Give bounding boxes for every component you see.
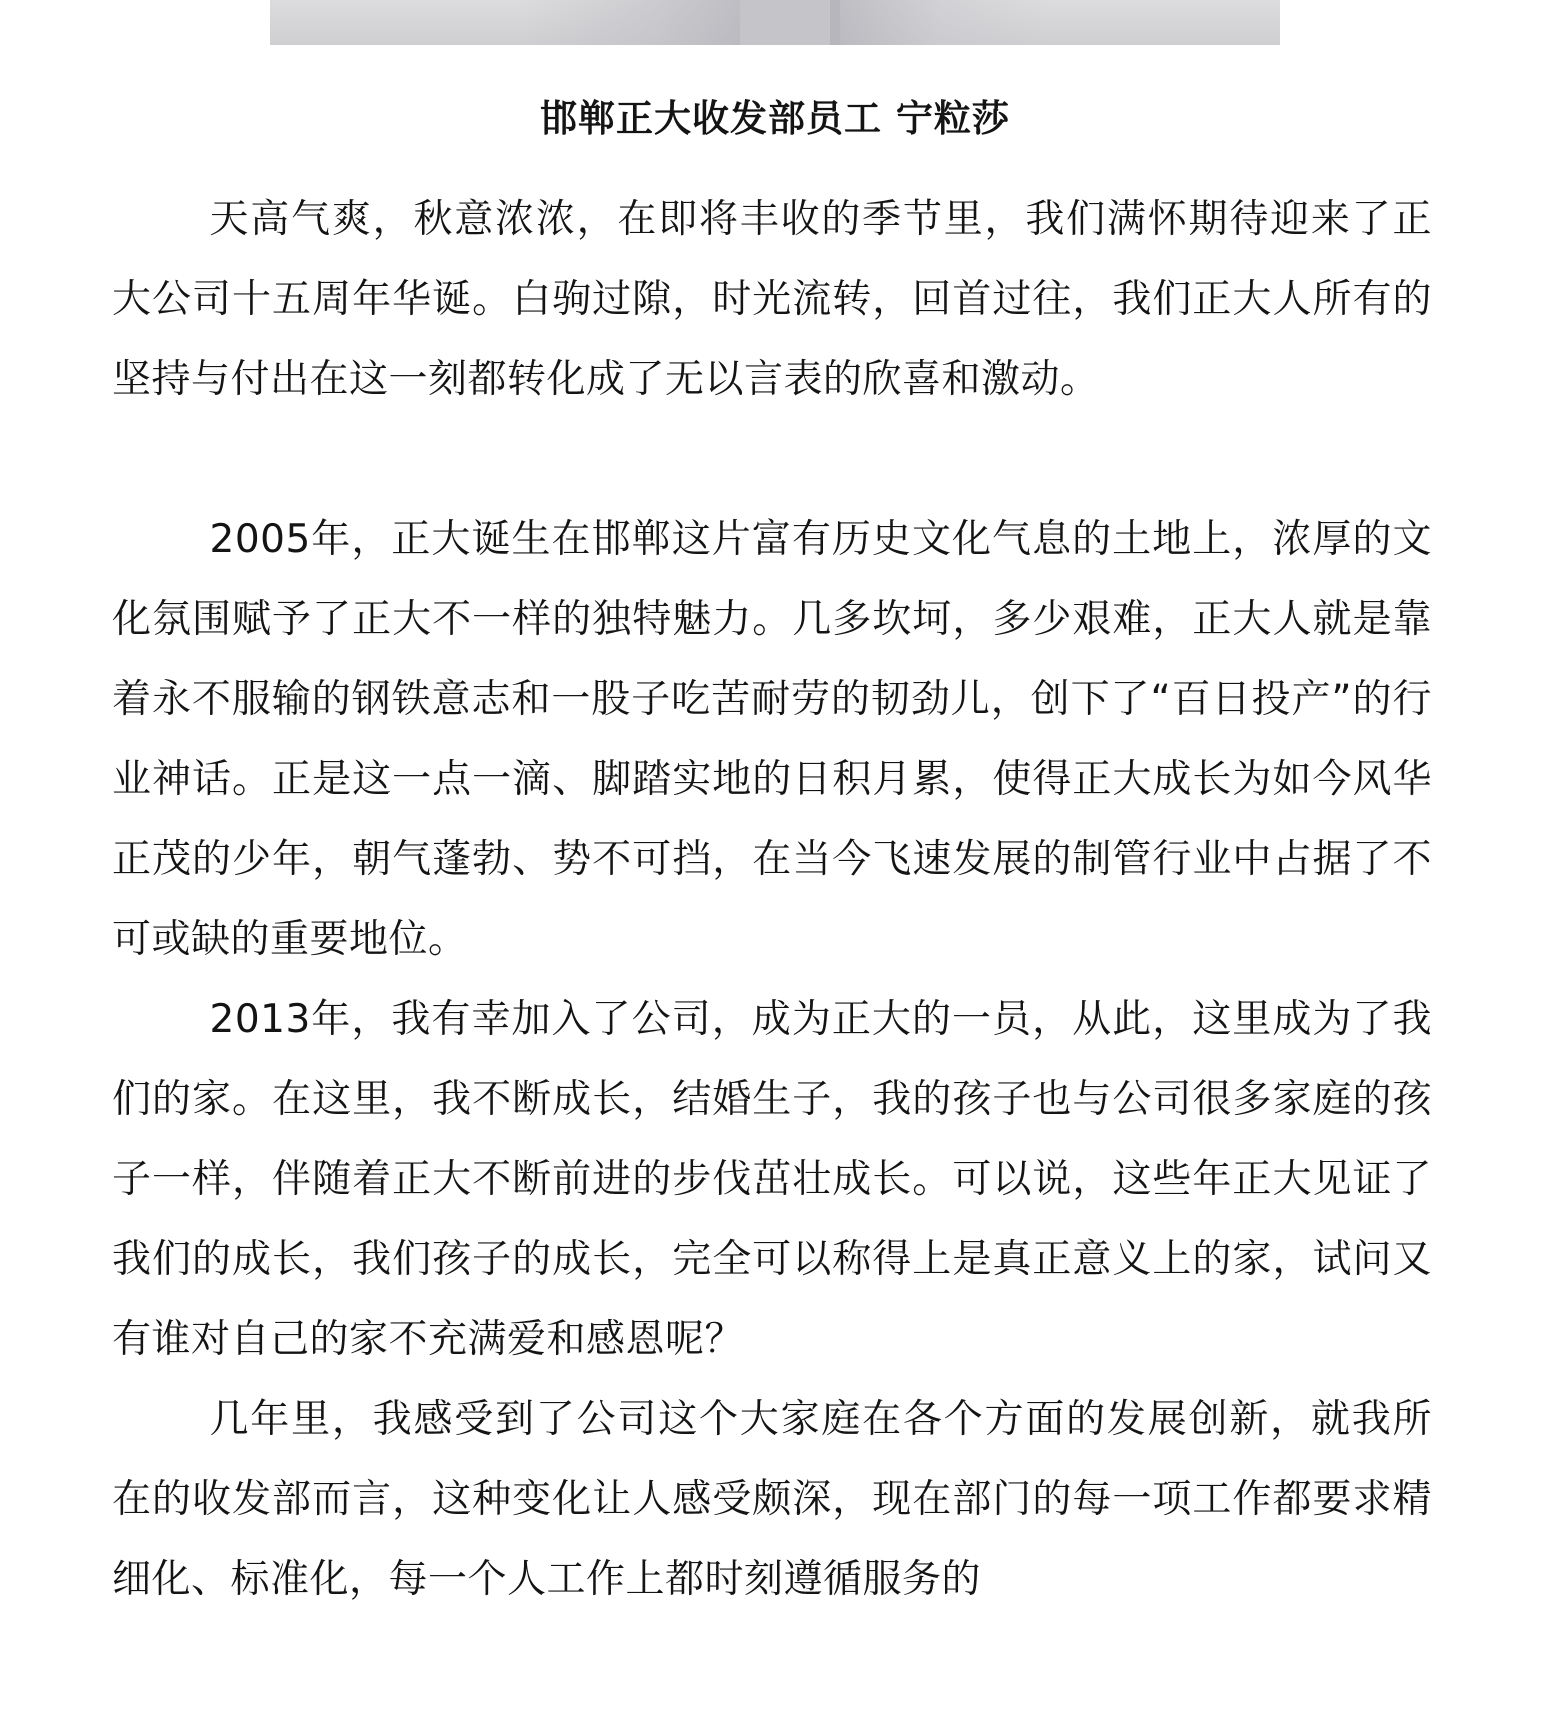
- paragraph-gap: [112, 420, 1432, 500]
- paragraph-1: 天高气爽，秋意浓浓，在即将丰收的季节里，我们满怀期待迎来了正大公司十五周年华诞。白驹过隙，时光流转，回首过往，我们正大人所有的坚持与付出在这一刻都转化成了无以言表的欣喜和激动。: [112, 197, 1432, 402]
- photo-shadow-center: [740, 0, 840, 45]
- photo-caption: 邯郸正大收发部员工 宁粒莎: [540, 96, 1010, 140]
- header-photo: [270, 0, 1280, 45]
- paragraph-4: 几年里，我感受到了公司这个大家庭在各个方面的发展创新，就我所在的收发部而言，这种变化让人感受颇深，现在部门的每一项工作都要求精细化、标准化，每一个人工作上都时刻遵循服务的: [112, 1397, 1432, 1602]
- paragraph-2: 2005年，正大诞生在邯郸这片富有历史文化气息的土地上，浓厚的文化氛围赋予了正大不一样的独特魅力。几多坎坷，多少艰难，正大人就是靠着永不服输的钢铁意志和一股子吃苦耐劳的韧劲儿，创下了“百日投产”的行业神话。正是这一点一滴、脚踏实地的日积月累，使得正大成长为如今风华正茂的少年，朝气蓬勃、势不可挡，在当今飞速发展的制管行业中占据了不可或缺的重要地位。: [112, 517, 1432, 962]
- paragraph-3: 2013年，我有幸加入了公司，成为正大的一员，从此，这里成为了我们的家。在这里，我不断成长，结婚生子，我的孩子也与公司很多家庭的孩子一样，伴随着正大不断前进的步伐茁壮成长。可以说，这些年正大见证了我们的成长，我们孩子的成长，完全可以称得上是真正意义上的家，试问又有谁对自己的家不充满爱和感恩呢？: [112, 997, 1432, 1362]
- article-body: [112, 180, 1432, 1620]
- photo-shadow-left: [520, 0, 750, 45]
- photo-shadow-right: [830, 0, 1050, 45]
